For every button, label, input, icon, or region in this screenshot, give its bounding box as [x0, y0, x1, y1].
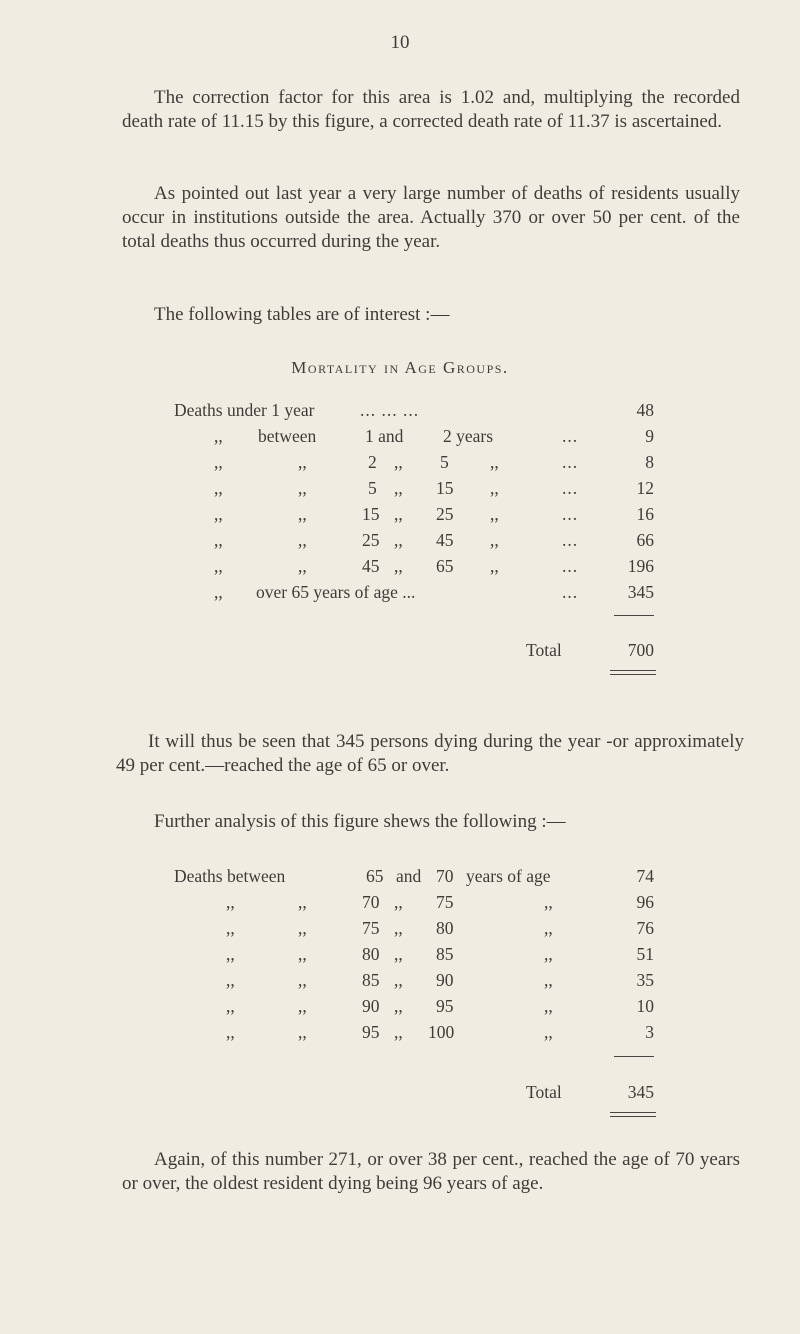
table-title-mortality-age-groups: Mortality in Age Groups. [291, 358, 509, 377]
row-age-from: 25 [362, 530, 380, 550]
ditto-mark: ,, [394, 452, 403, 472]
ditto-mark: ,, [394, 530, 403, 550]
row-age-to: 90 [436, 970, 454, 990]
paragraph-again: Again, of this number 271, or over 38 per cent., reached the age of 70 years or over, the oldest resident dying being 96 years of age. [122, 1149, 740, 1194]
ditto-mark: ,, [490, 478, 499, 498]
row-leader-dots: ... ... ... [360, 400, 420, 420]
row-age-from: 80 [362, 944, 380, 964]
total-value: 700 [627, 640, 654, 660]
total-value: 345 [627, 1082, 654, 1102]
row-value: 66 [636, 530, 654, 550]
total-double-rule-bottom [610, 1116, 656, 1117]
ditto-mark: ,, [298, 892, 307, 912]
row-value: 3 [645, 1022, 654, 1042]
total-double-rule-bottom [610, 674, 656, 675]
row-age-to: 80 [436, 918, 454, 938]
total-label: Total [526, 1082, 562, 1102]
row-value: 35 [636, 970, 654, 990]
paragraph-summary: It will thus be seen that 345 persons dying during the year -or approximately 49 per cent.—reached the age of 65 or over. [116, 731, 744, 776]
ditto-mark: ,, [544, 918, 553, 938]
row-age-from: 5 [368, 478, 377, 498]
row-age-from: 95 [362, 1022, 380, 1042]
row-value: 16 [636, 504, 654, 524]
row-value: 48 [636, 400, 654, 420]
row-age-from: 85 [362, 970, 380, 990]
row-age-to: 85 [436, 944, 454, 964]
row-lead: Deaths between [174, 866, 286, 886]
row-value: 10 [636, 996, 654, 1016]
row-between: between [258, 426, 317, 446]
ditto-mark: ,, [394, 892, 403, 912]
row-and: and [396, 866, 422, 886]
total-label: Total [526, 640, 562, 660]
row-age-to: 95 [436, 996, 454, 1016]
ditto-mark: ,, [214, 426, 223, 446]
row-age-to: 15 [436, 478, 454, 498]
ditto-mark: ,, [298, 918, 307, 938]
row-age-from: 65 [366, 866, 384, 886]
ditto-mark: ,, [214, 452, 223, 472]
ditto-mark: ,, [394, 970, 403, 990]
row-value: 51 [636, 944, 654, 964]
total-double-rule-top [610, 670, 656, 671]
row-age-from: 70 [362, 892, 380, 912]
ditto-mark: ,, [226, 892, 235, 912]
ditto-mark: ,, [214, 478, 223, 498]
ditto-mark: ,, [298, 478, 307, 498]
row-age-to: 2 years [443, 426, 494, 446]
ditto-mark: ,, [394, 504, 403, 524]
ditto-mark: ,, [298, 970, 307, 990]
page-number: 10 [390, 32, 410, 53]
row-value: 8 [645, 452, 654, 472]
ditto-mark: ,, [544, 970, 553, 990]
ditto-mark: ,, [394, 918, 403, 938]
ditto-mark: ,, [490, 556, 499, 576]
row-years-of-age: years of age [466, 866, 551, 886]
row-value: 345 [627, 582, 654, 602]
ditto-mark: ,, [394, 556, 403, 576]
ditto-mark: ,, [394, 478, 403, 498]
ditto-mark: ,, [214, 530, 223, 550]
ditto-mark: ,, [214, 582, 223, 602]
ditto-mark: ,, [298, 944, 307, 964]
row-leader-dots: ... [562, 582, 579, 602]
row-age-to: 45 [436, 530, 454, 550]
ditto-mark: ,, [298, 530, 307, 550]
row-value: 196 [627, 556, 654, 576]
ditto-mark: ,, [226, 918, 235, 938]
ditto-mark: ,, [298, 1022, 307, 1042]
ditto-mark: ,, [226, 1022, 235, 1042]
ditto-mark: ,, [544, 944, 553, 964]
row-value: 96 [636, 892, 654, 912]
row-age-from: 15 [362, 504, 380, 524]
paragraph-institutions: As pointed out last year a very large number of deaths of residents usually occur in institutions outside the area. Actually 370 or over 50 per cent. of the total deaths thus occurred during the year. [122, 183, 740, 252]
ditto-mark: ,, [544, 1022, 553, 1042]
row-age-to: 65 [436, 556, 454, 576]
ditto-mark: ,, [394, 944, 403, 964]
ditto-mark: ,, [298, 996, 307, 1016]
row-age-from: 75 [362, 918, 380, 938]
row-value: 76 [636, 918, 654, 938]
ditto-mark: ,, [490, 504, 499, 524]
ditto-mark: ,, [226, 944, 235, 964]
ditto-mark: ,, [490, 452, 499, 472]
row-leader-dots: ... [562, 530, 579, 550]
paragraph-further-analysis: Further analysis of this figure shews the following :— [154, 811, 566, 832]
ditto-mark: ,, [544, 996, 553, 1016]
row-age-to: 25 [436, 504, 454, 524]
row-leader-dots: ... [562, 556, 579, 576]
row-value: 9 [645, 426, 654, 446]
row-leader-dots: ... [562, 478, 579, 498]
row-leader-dots: ... [562, 504, 579, 524]
row-age-from: 90 [362, 996, 380, 1016]
row-age-from: 45 [362, 556, 380, 576]
row-age-from: 1 and [365, 426, 404, 446]
row-age-from: 2 [368, 452, 377, 472]
ditto-mark: ,, [544, 892, 553, 912]
ditto-mark: ,, [298, 556, 307, 576]
row-value: 12 [636, 478, 654, 498]
row-value: 74 [636, 866, 654, 886]
ditto-mark: ,, [490, 530, 499, 550]
total-double-rule-top [610, 1112, 656, 1113]
row-over-65: over 65 years of age ... [256, 582, 416, 602]
subtotal-rule [614, 615, 654, 616]
paragraph-tables-intro: The following tables are of interest :— [154, 304, 450, 325]
row-leader-dots: ... [562, 426, 579, 446]
ditto-mark: ,, [298, 504, 307, 524]
ditto-mark: ,, [298, 452, 307, 472]
ditto-mark: ,, [394, 1022, 403, 1042]
paragraph-correction-factor: The correction factor for this area is 1.02 and, multiplying the recorded death rate of 11.15 by this figure, a corrected death rate of 11.37 is ascertained. [122, 87, 740, 132]
ditto-mark: ,, [394, 996, 403, 1016]
row-age-to: 70 [436, 866, 454, 886]
row-age-to: 100 [428, 1022, 455, 1042]
subtotal-rule [614, 1056, 654, 1057]
row-age-to: 75 [436, 892, 454, 912]
row-age-to: 5 [440, 452, 449, 472]
ditto-mark: ,, [226, 996, 235, 1016]
row-lead: Deaths under 1 year [174, 400, 315, 420]
row-leader-dots: ... [562, 452, 579, 472]
ditto-mark: ,, [214, 556, 223, 576]
ditto-mark: ,, [214, 504, 223, 524]
ditto-mark: ,, [226, 970, 235, 990]
